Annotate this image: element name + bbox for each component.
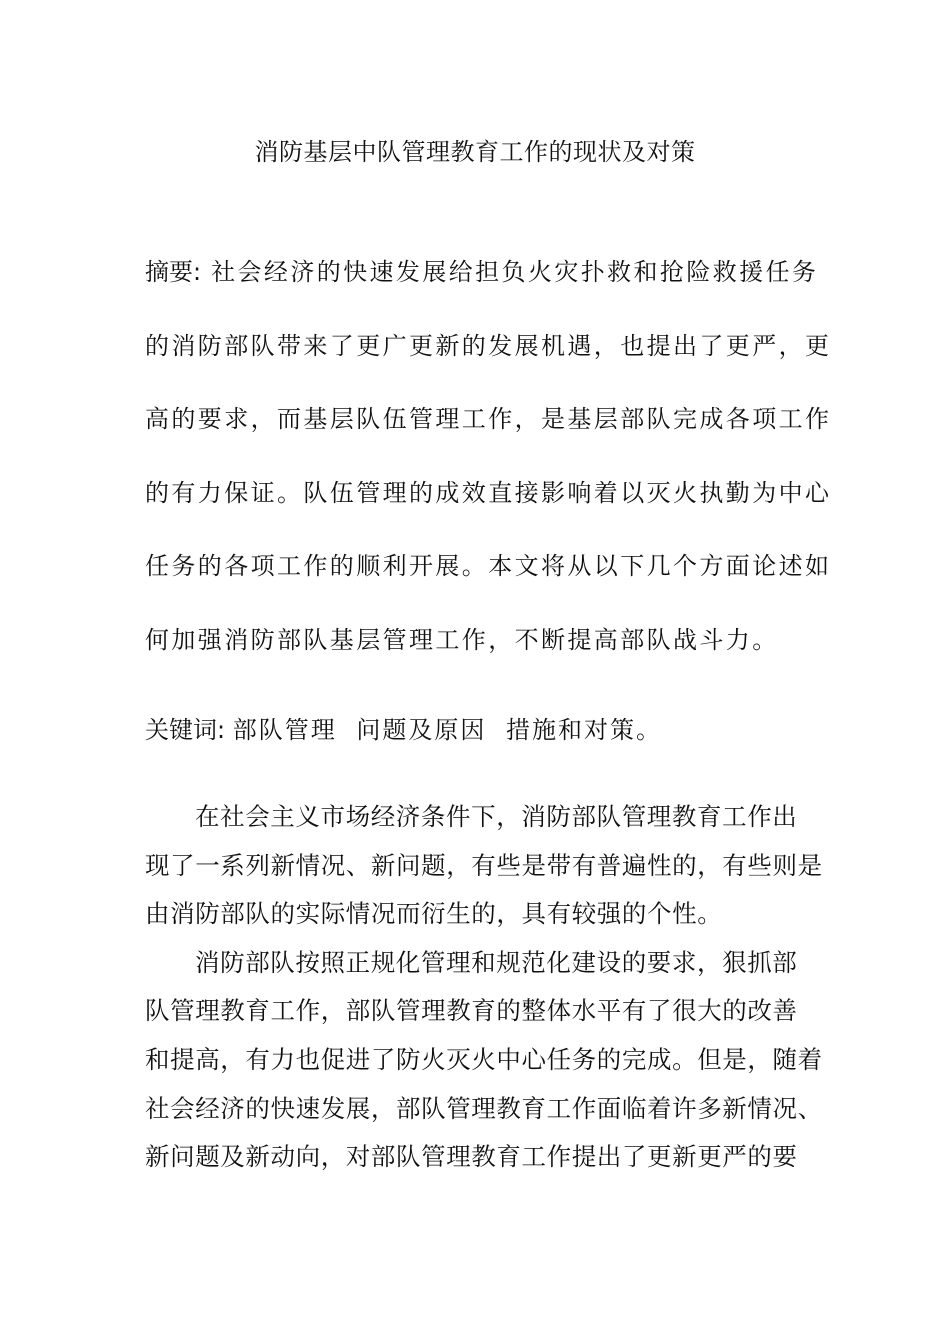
keywords-label: 关键词: [145,716,226,744]
document-title: 消防基层中队管理教育工作的现状及对策 [254,138,696,166]
abstract-line: 任务的各项工作的顺利开展。本文将从以下几个方面论述如 [145,552,832,580]
keywords-section [145,710,674,750]
abstract-line: 何加强消防部队基层管理工作，不断提高部队战斗力。 [145,625,779,654]
paragraph-line: 队管理教育工作，部队管理教育的整体水平有了很大的改善 [145,996,798,1026]
keyword-item: 问题及原因 [356,716,487,744]
keyword-item: 措施和对策。 [506,716,663,744]
abstract-label: 摘要: [145,258,202,286]
paragraph-line: 现了一系列新情况、新问题，有些是带有普遍性的，有些则是 [145,850,823,880]
abstract-line [145,248,819,322]
abstract-text: 社会经济的快速发展给担负火灾扑救和抢险救援任务 [211,258,819,286]
paragraph-line: 消防部队按照正规化管理和规范化建设的要求，狠抓部 [195,947,798,977]
paragraph-line: 新问题及新动向，对部队管理教育工作提出了更新更严的要 [145,1142,798,1172]
keyword-item: 部队管理 [232,716,337,744]
abstract-section [145,248,832,689]
abstract-line: 的消防部队带来了更广更新的发展机遇，也提出了更严，更 [145,331,832,360]
paragraph-line: 在社会主义市场经济条件下，消防部队管理教育工作出 [195,802,798,831]
body-text [145,797,835,1186]
paragraph-line: 由消防部队的实际情况而衍生的，具有较强的个性。 [145,899,723,929]
abstract-line: 的有力保证。队伍管理的成效直接影响着以灭火执勤为中心 [145,478,832,507]
paragraph-line: 社会经济的快速发展，部队管理教育工作面临着许多新情况、 [145,1093,823,1123]
abstract-line: 高的要求，而基层队伍管理工作，是基层部队完成各项工作 [145,405,832,433]
paragraph-line: 和提高，有力也促进了防火灭火中心任务的完成。但是，随着 [145,1044,823,1074]
